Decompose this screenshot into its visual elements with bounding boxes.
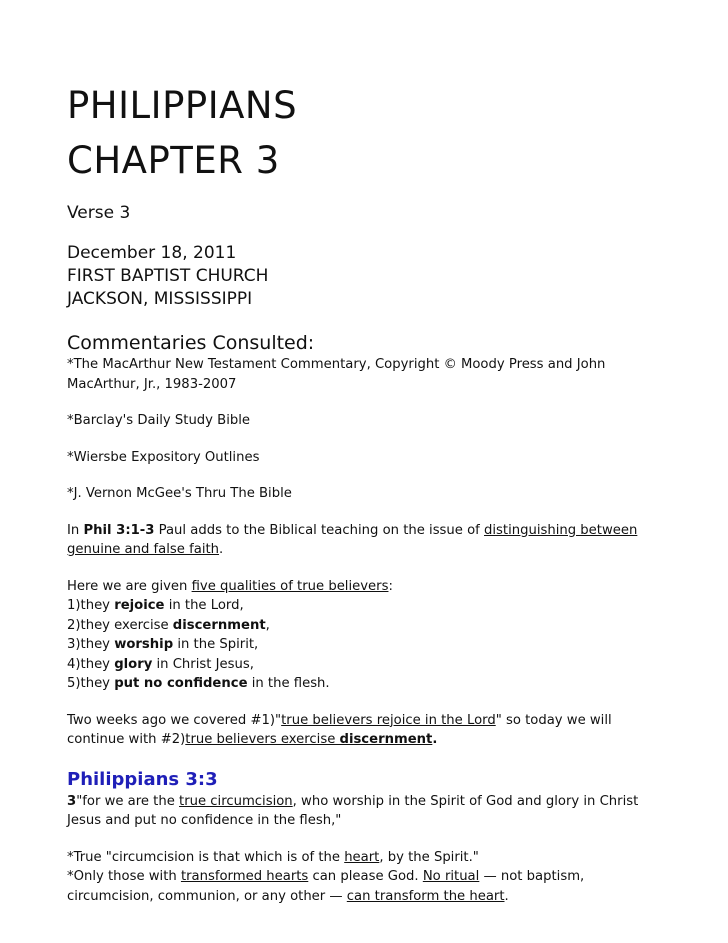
text-run: . [219,542,224,557]
underlined-text: true circumcision [179,793,293,809]
paragraph [67,577,667,597]
text-run: *The MacArthur New Testament Commentary, Copyright © Moody Press and John MacArthur, Jr., 1983-2007 [67,357,606,392]
document-title [67,78,667,188]
text-run: in Christ Jesus, [152,656,254,672]
intro-section [67,355,667,750]
text-run: 2)they exercise [67,617,173,633]
church-name: FIRST BAPTIST CHURCH [67,266,269,286]
document-page [67,78,667,923]
underlined-text: No ritual [422,869,480,884]
text-run: — not baptism, circumcision, communion, or any other — [67,869,585,904]
title-line-2: CHAPTER 3 [67,139,280,182]
bold-text: 3 [67,793,77,809]
bold-text: worship [114,637,174,652]
underlined-text: can transform the heart [346,888,505,904]
paragraph [67,616,667,636]
scripture-reference: Philippians 3:3 [67,768,218,790]
paragraph [67,867,667,906]
text-run: in the Spirit, [173,637,259,652]
text-run: , [265,617,270,633]
bold-text: rejoice [114,598,165,613]
bold-text: put no confidence [114,676,248,691]
paragraph [67,355,667,394]
underlined-text: true believers exercise [185,732,340,747]
paragraph [67,848,667,868]
underlined-text: five qualities of true believers [191,578,389,594]
text-run: 1)they [67,598,115,613]
commentaries-heading: Commentaries Consulted: [67,332,315,354]
text-run: , who worship in the Spirit of God and glory in Christ Jesus and put no confidence in the flesh," [67,793,639,828]
text-run: *Barclay's Daily Study Bible [67,413,251,428]
underlined-text: transformed hearts [180,869,309,884]
bold-text: glory [114,656,153,672]
paragraph [67,411,667,431]
text-run: 3)they [67,637,115,652]
underlined-text: heart [344,849,380,865]
underlined-text: distinguishing between genuine and false faith [67,522,638,557]
scripture-section [67,792,667,907]
sermon-meta [67,242,667,311]
text-run: In [67,522,84,538]
paragraph [67,792,667,831]
text-run: *Wiersbe Expository Outlines [67,449,260,465]
text-run: . [504,888,509,904]
bold-underlined-text: discernment [339,732,433,747]
text-run: 5)they [67,676,115,691]
paragraph [67,674,667,694]
text-run: *Only those with [67,869,181,884]
paragraph [67,655,667,675]
paragraph [67,484,667,504]
paragraph [67,711,667,750]
paragraph [67,635,667,655]
text-run: Two weeks ago we covered #1)" [67,712,282,728]
text-run: : [388,578,393,594]
text-run: in the Lord, [164,598,244,613]
paragraph [67,521,667,560]
underlined-text: true believers rejoice in the Lord [281,712,496,728]
text-run: "for we are the [76,793,180,809]
text-run: in the flesh. [247,676,330,691]
church-location: JACKSON, MISSISSIPPI [67,289,253,309]
text-run: *True "circumcision is that which is of the [67,849,345,865]
verse-label: Verse 3 [67,203,131,223]
paragraph [67,596,667,616]
bold-text: . [432,732,438,747]
title-line-1: PHILIPPIANS [67,84,298,127]
text-run: Here we are given [67,578,192,594]
bold-text: Phil 3:1-3 [83,522,155,538]
bold-text: discernment [172,617,266,633]
text-run: can please God. [308,869,423,884]
text-run: , by the Spirit." [379,849,479,865]
text-run: *J. Vernon McGee's Thru The Bible [67,486,292,501]
text-run: " so today we will continue with #2) [67,712,612,747]
sermon-date: December 18, 2011 [67,243,237,263]
paragraph [67,448,667,468]
text-run: 4)they [67,656,115,672]
text-run: Paul adds to the Biblical teaching on the issue of [154,522,484,538]
